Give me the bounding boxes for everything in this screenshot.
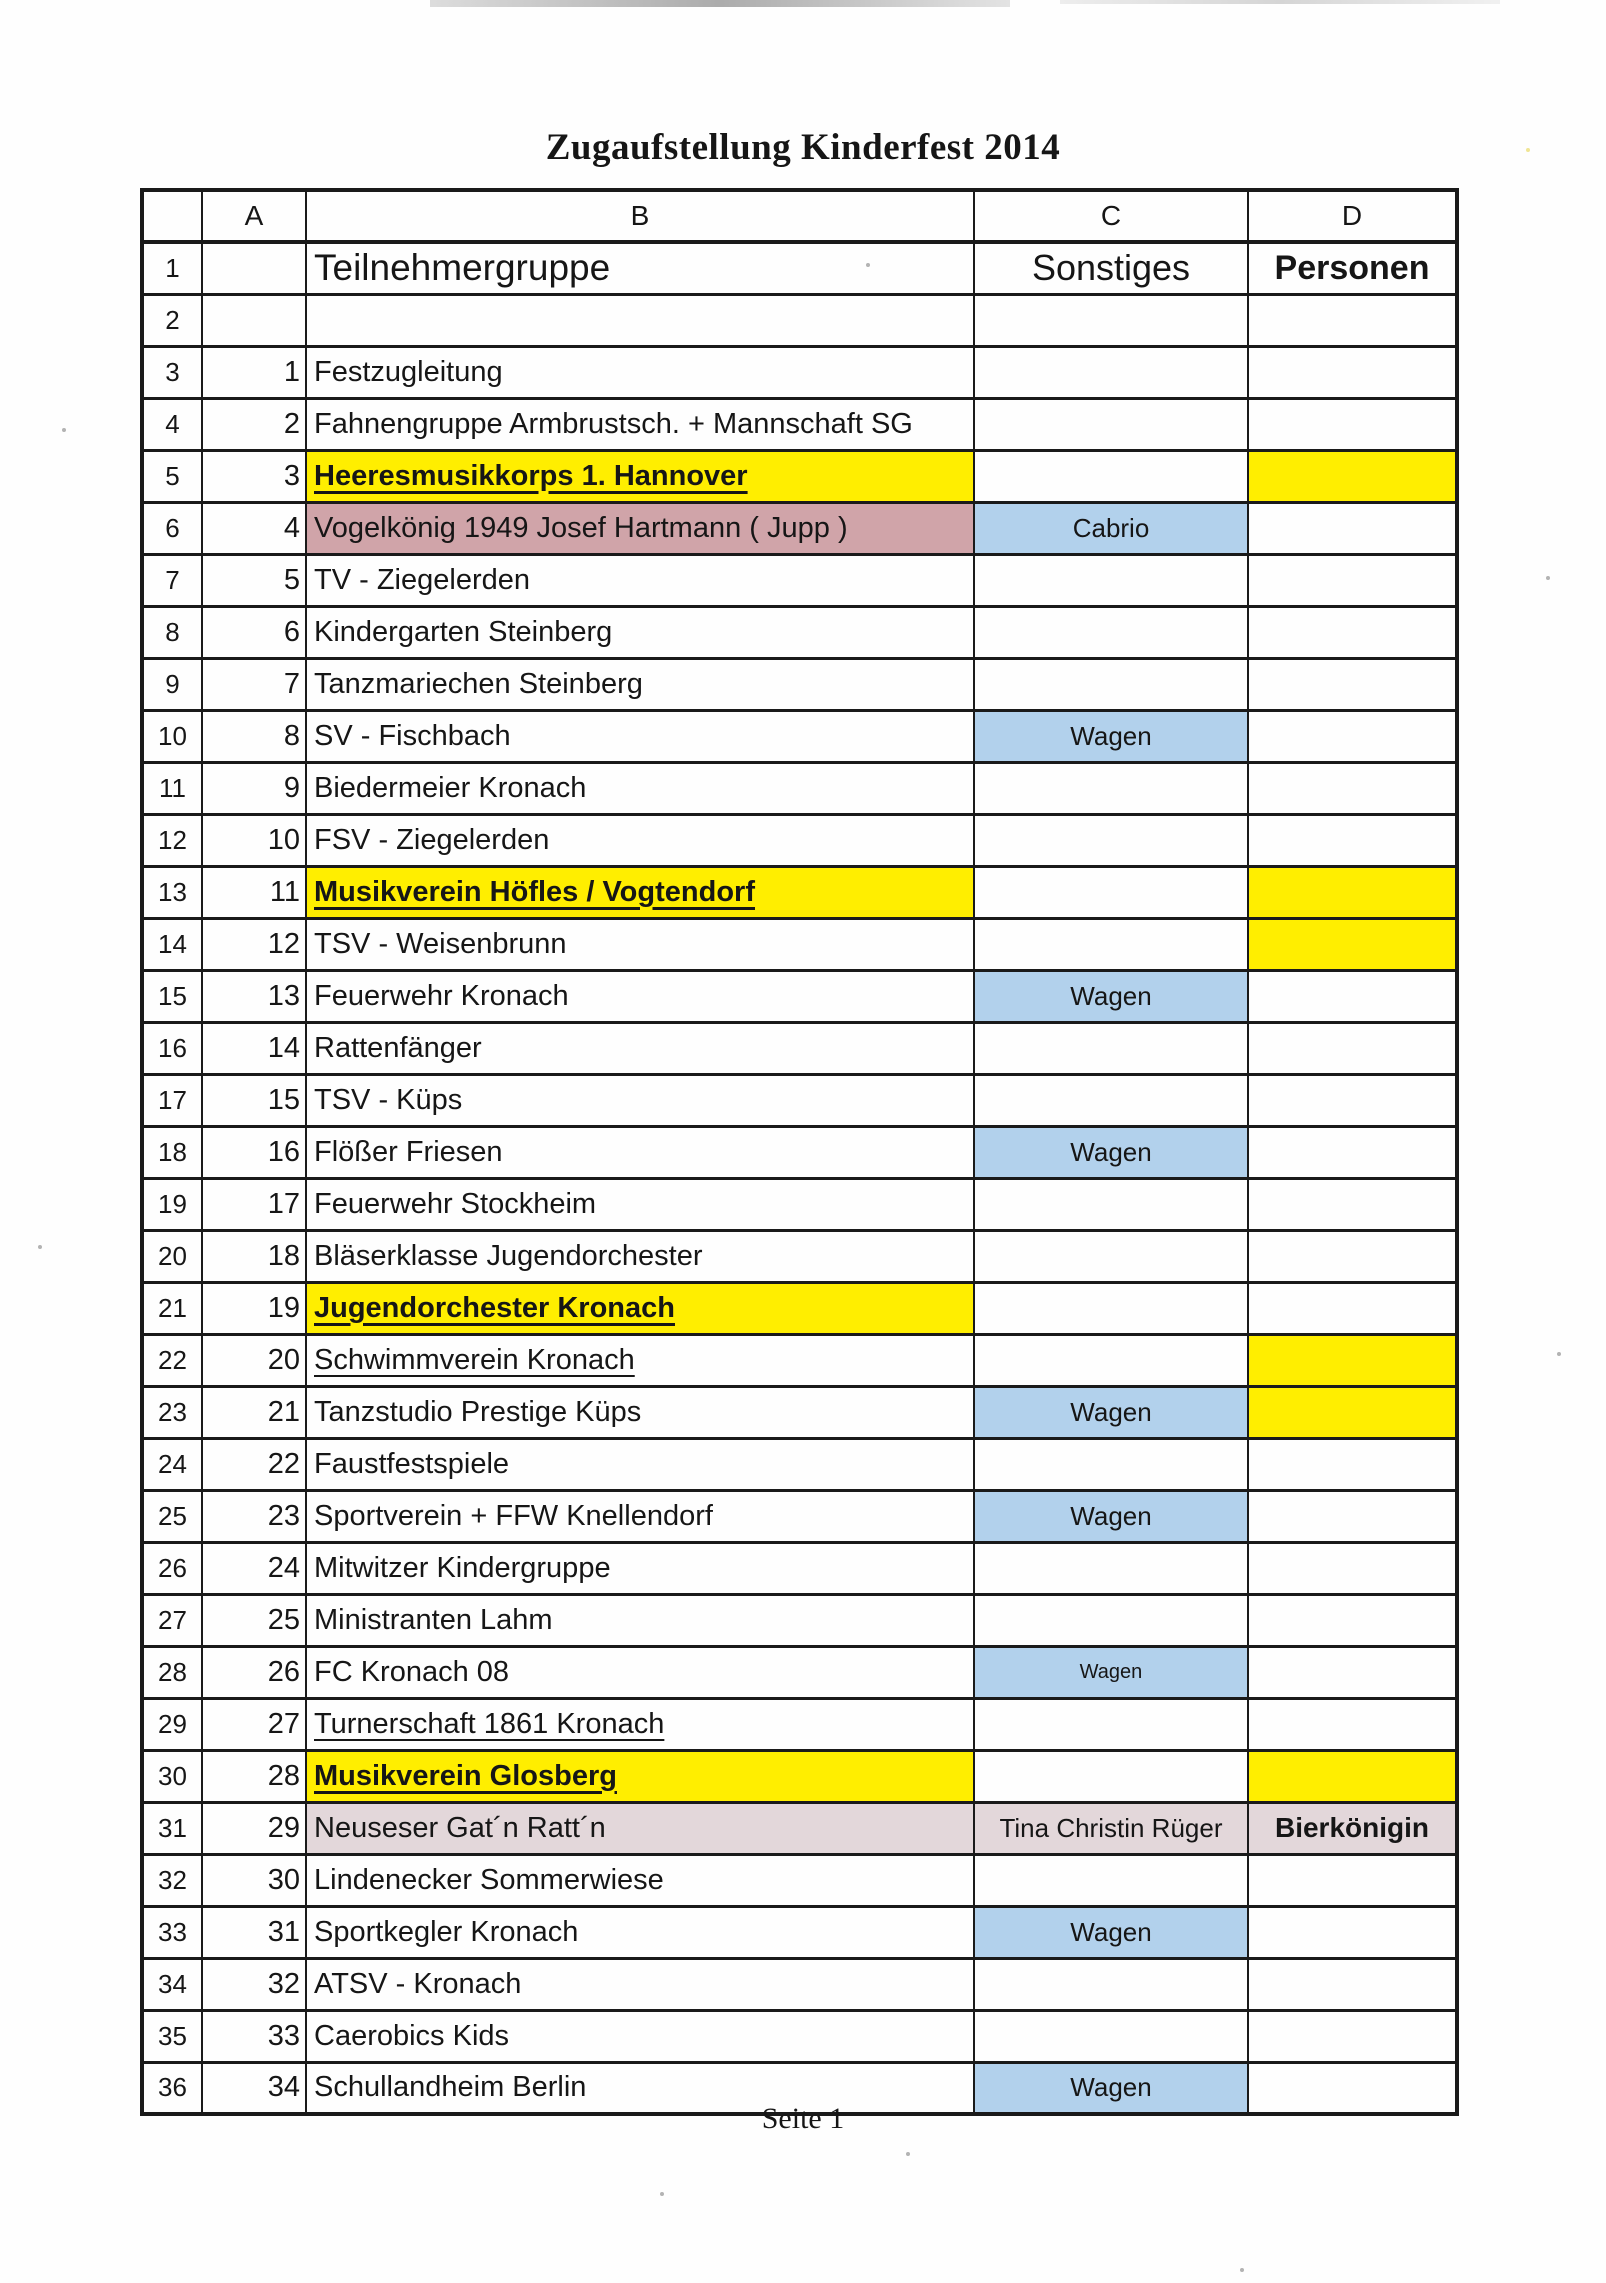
personen-cell (1248, 918, 1457, 970)
table-row (142, 1958, 1457, 2010)
row-number-cell: 23 (142, 1386, 202, 1438)
personen-cell (1248, 1282, 1457, 1334)
personen-cell (1248, 1074, 1457, 1126)
position-number-cell: 2 (202, 398, 306, 450)
row-number-cell: 25 (142, 1490, 202, 1542)
group-name-cell: Rattenfänger (306, 1022, 974, 1074)
position-number-cell: 27 (202, 1698, 306, 1750)
sonstiges-cell (974, 450, 1248, 502)
personen-cell (1248, 450, 1457, 502)
row-number-cell: 7 (142, 554, 202, 606)
sonstiges-cell: Wagen (974, 1646, 1248, 1698)
rows-body (142, 190, 1457, 2114)
sonstiges-cell: Wagen (974, 1126, 1248, 1178)
column-letter-b: B (306, 190, 974, 242)
group-name-cell: Tanzstudio Prestige Küps (306, 1386, 974, 1438)
position-number-cell: 23 (202, 1490, 306, 1542)
sonstiges-cell (974, 1438, 1248, 1490)
group-header-cell: Teilnehmergruppe (306, 242, 974, 294)
sonstiges-cell: Wagen (974, 710, 1248, 762)
position-number-cell: 33 (202, 2010, 306, 2062)
row-number-cell: 13 (142, 866, 202, 918)
position-number-cell: 21 (202, 1386, 306, 1438)
table-row (142, 502, 1457, 554)
personen-cell (1248, 866, 1457, 918)
row-number-cell: 32 (142, 1854, 202, 1906)
scan-artifact (1526, 148, 1530, 152)
position-number-cell: 22 (202, 1438, 306, 1490)
group-name-cell: Caerobics Kids (306, 2010, 974, 2062)
page-number: Seite 1 (761, 2102, 845, 2135)
table-row (142, 1022, 1457, 1074)
row-number-cell: 33 (142, 1906, 202, 1958)
group-name-cell: Faustfestspiele (306, 1438, 974, 1490)
group-name-cell: Jugendorchester Kronach (306, 1282, 974, 1334)
row-number-cell: 30 (142, 1750, 202, 1802)
table-row (142, 1698, 1457, 1750)
personen-cell (1248, 1126, 1457, 1178)
sonstiges-cell (974, 2010, 1248, 2062)
row-number-cell: 35 (142, 2010, 202, 2062)
position-number-cell: 8 (202, 710, 306, 762)
table-row (142, 1802, 1457, 1854)
sonstiges-cell (974, 1282, 1248, 1334)
position-number-cell: 28 (202, 1750, 306, 1802)
position-number-cell: 15 (202, 1074, 306, 1126)
table-row (142, 1750, 1457, 1802)
table-row (142, 762, 1457, 814)
scan-artifact (1546, 576, 1550, 580)
position-number-cell: 10 (202, 814, 306, 866)
personen-cell (1248, 606, 1457, 658)
position-number-cell: 17 (202, 1178, 306, 1230)
row-number-cell: 9 (142, 658, 202, 710)
row-number-cell: 27 (142, 1594, 202, 1646)
group-name-cell: Ministranten Lahm (306, 1594, 974, 1646)
group-name-cell: Turnerschaft 1861 Kronach (306, 1698, 974, 1750)
sonstiges-cell (974, 918, 1248, 970)
table-row (142, 970, 1457, 1022)
table-row (142, 1854, 1457, 1906)
personen-cell (1248, 398, 1457, 450)
row-number-cell: 36 (142, 2062, 202, 2114)
row-number-cell: 10 (142, 710, 202, 762)
row-number-cell: 20 (142, 1230, 202, 1282)
row-number-cell: 14 (142, 918, 202, 970)
sonstiges-cell (974, 1334, 1248, 1386)
position-number-cell: 31 (202, 1906, 306, 1958)
sonstiges-cell: Wagen (974, 1906, 1248, 1958)
table-row (142, 1646, 1457, 1698)
row-number-cell: 24 (142, 1438, 202, 1490)
personen-header-cell: Personen (1248, 242, 1457, 294)
personen-cell (1248, 1906, 1457, 1958)
group-name-cell: Feuerwehr Stockheim (306, 1178, 974, 1230)
sonstiges-cell: Wagen (974, 2062, 1248, 2114)
row-number-cell: 16 (142, 1022, 202, 1074)
table-row (142, 710, 1457, 762)
corner-cell (142, 190, 202, 242)
position-number-cell: 34 (202, 2062, 306, 2114)
table-row (142, 554, 1457, 606)
personen-cell (1248, 1230, 1457, 1282)
group-name-cell (306, 294, 974, 346)
row-number-cell: 17 (142, 1074, 202, 1126)
sonstiges-cell (974, 294, 1248, 346)
position-number-cell: 7 (202, 658, 306, 710)
group-name-cell: Musikverein Glosberg (306, 1750, 974, 1802)
group-name-cell: Bläserklasse Jugendorchester (306, 1230, 974, 1282)
position-number-cell: 6 (202, 606, 306, 658)
column-letter-row (142, 190, 1457, 242)
personen-cell (1248, 710, 1457, 762)
personen-cell (1248, 554, 1457, 606)
column-letter-c: C (974, 190, 1248, 242)
position-number-cell: 32 (202, 1958, 306, 2010)
sonstiges-cell (974, 346, 1248, 398)
row-number-cell: 28 (142, 1646, 202, 1698)
table-row (142, 294, 1457, 346)
sonstiges-cell (974, 1750, 1248, 1802)
group-name-cell: Schwimmverein Kronach (306, 1334, 974, 1386)
personen-cell (1248, 1542, 1457, 1594)
table-row (142, 1438, 1457, 1490)
sonstiges-cell: Tina Christin Rüger (974, 1802, 1248, 1854)
row-number-cell: 12 (142, 814, 202, 866)
table-row (142, 658, 1457, 710)
group-name-cell: Sportverein + FFW Knellendorf (306, 1490, 974, 1542)
group-name-cell: Fahnengruppe Armbrustsch. + Mannschaft SG (306, 398, 974, 450)
personen-cell (1248, 814, 1457, 866)
group-name-cell: Schullandheim Berlin (306, 2062, 974, 2114)
sonstiges-cell (974, 762, 1248, 814)
position-number-cell: 4 (202, 502, 306, 554)
sonstiges-cell: Cabrio (974, 502, 1248, 554)
table-row (142, 1230, 1457, 1282)
position-number-cell: 18 (202, 1230, 306, 1282)
personen-cell (1248, 346, 1457, 398)
position-number-cell: 29 (202, 1802, 306, 1854)
table-row (142, 866, 1457, 918)
group-name-cell: Heeresmusikkorps 1. Hannover (306, 450, 974, 502)
table-row (142, 1178, 1457, 1230)
personen-cell (1248, 1386, 1457, 1438)
table-row (142, 1334, 1457, 1386)
scan-artifact (1240, 2268, 1244, 2272)
group-name-cell: Flößer Friesen (306, 1126, 974, 1178)
position-number-cell: 9 (202, 762, 306, 814)
sonstiges-cell (974, 1698, 1248, 1750)
personen-cell (1248, 1594, 1457, 1646)
position-number-cell (202, 294, 306, 346)
row-number-cell: 26 (142, 1542, 202, 1594)
row-number-cell: 34 (142, 1958, 202, 2010)
scan-artifact (430, 0, 1010, 7)
table-row (142, 814, 1457, 866)
personen-cell (1248, 1958, 1457, 2010)
position-number-cell: 16 (202, 1126, 306, 1178)
table-row (142, 1594, 1457, 1646)
scan-artifact (660, 2192, 664, 2196)
personen-cell (1248, 1334, 1457, 1386)
sonstiges-cell (974, 1230, 1248, 1282)
table-row (142, 1126, 1457, 1178)
row-number-cell: 1 (142, 242, 202, 294)
group-name-cell: Biedermeier Kronach (306, 762, 974, 814)
position-number-cell: 12 (202, 918, 306, 970)
table-row (142, 1542, 1457, 1594)
position-number-cell: 3 (202, 450, 306, 502)
sonstiges-header-cell: Sonstiges (974, 242, 1248, 294)
group-name-cell: TSV - Weisenbrunn (306, 918, 974, 970)
personen-cell: Bierkönigin (1248, 1802, 1457, 1854)
sonstiges-cell (974, 866, 1248, 918)
personen-cell (1248, 2010, 1457, 2062)
group-name-cell: Neuseser Gat´n Ratt´n (306, 1802, 974, 1854)
sonstiges-cell: Wagen (974, 1386, 1248, 1438)
row-number-cell: 29 (142, 1698, 202, 1750)
scan-artifact (1060, 0, 1500, 4)
group-name-cell: Vogelkönig 1949 Josef Hartmann ( Jupp ) (306, 502, 974, 554)
page-title: Zugaufstellung Kinderfest 2014 (545, 127, 1061, 168)
sonstiges-cell (974, 1542, 1248, 1594)
row-number-cell: 2 (142, 294, 202, 346)
group-name-cell: Tanzmariechen Steinberg (306, 658, 974, 710)
personen-cell (1248, 1698, 1457, 1750)
position-number-cell: 14 (202, 1022, 306, 1074)
group-name-cell: Musikverein Höfles / Vogtendorf (306, 866, 974, 918)
row-number-cell: 6 (142, 502, 202, 554)
row-number-cell: 15 (142, 970, 202, 1022)
table-row (142, 1074, 1457, 1126)
row-number-cell: 8 (142, 606, 202, 658)
sonstiges-cell (974, 1594, 1248, 1646)
position-number-cell: 24 (202, 1542, 306, 1594)
table-row (142, 450, 1457, 502)
sonstiges-cell (974, 814, 1248, 866)
row-number-cell: 21 (142, 1282, 202, 1334)
personen-cell (1248, 1490, 1457, 1542)
column-letter-a: A (202, 190, 306, 242)
personen-cell (1248, 1022, 1457, 1074)
group-name-cell: TV - Ziegelerden (306, 554, 974, 606)
personen-cell (1248, 762, 1457, 814)
group-name-cell: Festzugleitung (306, 346, 974, 398)
sonstiges-cell (974, 606, 1248, 658)
scan-artifact (38, 1245, 42, 1249)
group-name-cell: FSV - Ziegelerden (306, 814, 974, 866)
table-row (142, 606, 1457, 658)
personen-cell (1248, 1854, 1457, 1906)
position-number-cell: 26 (202, 1646, 306, 1698)
position-number-cell: 13 (202, 970, 306, 1022)
row-number-cell: 22 (142, 1334, 202, 1386)
row-number-cell: 31 (142, 1802, 202, 1854)
scan-artifact (62, 428, 66, 432)
group-name-cell: Lindenecker Sommerwiese (306, 1854, 974, 1906)
position-number-cell: 30 (202, 1854, 306, 1906)
table-row (142, 1386, 1457, 1438)
position-number-cell: 25 (202, 1594, 306, 1646)
position-number-cell: 20 (202, 1334, 306, 1386)
personen-cell (1248, 1438, 1457, 1490)
table-row (142, 398, 1457, 450)
sonstiges-cell (974, 658, 1248, 710)
sonstiges-cell (974, 1074, 1248, 1126)
personen-cell (1248, 294, 1457, 346)
sonstiges-cell: Wagen (974, 1490, 1248, 1542)
row-number-cell: 3 (142, 346, 202, 398)
table-row (142, 1906, 1457, 1958)
table-row (142, 1490, 1457, 1542)
personen-cell (1248, 1750, 1457, 1802)
table-row (142, 918, 1457, 970)
group-name-cell: Sportkegler Kronach (306, 1906, 974, 1958)
sonstiges-cell (974, 1854, 1248, 1906)
spreadsheet-table (140, 188, 1459, 2116)
table-row (142, 2010, 1457, 2062)
group-name-cell: FC Kronach 08 (306, 1646, 974, 1698)
scan-artifact (1557, 1352, 1561, 1356)
group-name-cell: Mitwitzer Kindergruppe (306, 1542, 974, 1594)
personen-cell (1248, 1178, 1457, 1230)
table-row (142, 346, 1457, 398)
group-name-cell: TSV - Küps (306, 1074, 974, 1126)
group-name-cell: ATSV - Kronach (306, 1958, 974, 2010)
position-number-cell (202, 242, 306, 294)
position-number-cell: 1 (202, 346, 306, 398)
group-name-cell: Feuerwehr Kronach (306, 970, 974, 1022)
sonstiges-cell: Wagen (974, 970, 1248, 1022)
table-row (142, 1282, 1457, 1334)
personen-cell (1248, 658, 1457, 710)
sonstiges-cell (974, 1958, 1248, 2010)
scan-artifact (906, 2152, 910, 2156)
group-name-cell: Kindergarten Steinberg (306, 606, 974, 658)
position-number-cell: 19 (202, 1282, 306, 1334)
scan-artifact (866, 263, 870, 267)
column-letter-d: D (1248, 190, 1457, 242)
row-number-cell: 11 (142, 762, 202, 814)
row-number-cell: 5 (142, 450, 202, 502)
sonstiges-cell (974, 1022, 1248, 1074)
header-row (142, 242, 1457, 294)
position-number-cell: 5 (202, 554, 306, 606)
sonstiges-cell (974, 398, 1248, 450)
position-number-cell: 11 (202, 866, 306, 918)
sonstiges-cell (974, 554, 1248, 606)
personen-cell (1248, 1646, 1457, 1698)
row-number-cell: 19 (142, 1178, 202, 1230)
row-number-cell: 4 (142, 398, 202, 450)
personen-cell (1248, 502, 1457, 554)
personen-cell (1248, 970, 1457, 1022)
row-number-cell: 18 (142, 1126, 202, 1178)
group-name-cell: SV - Fischbach (306, 710, 974, 762)
sonstiges-cell (974, 1178, 1248, 1230)
